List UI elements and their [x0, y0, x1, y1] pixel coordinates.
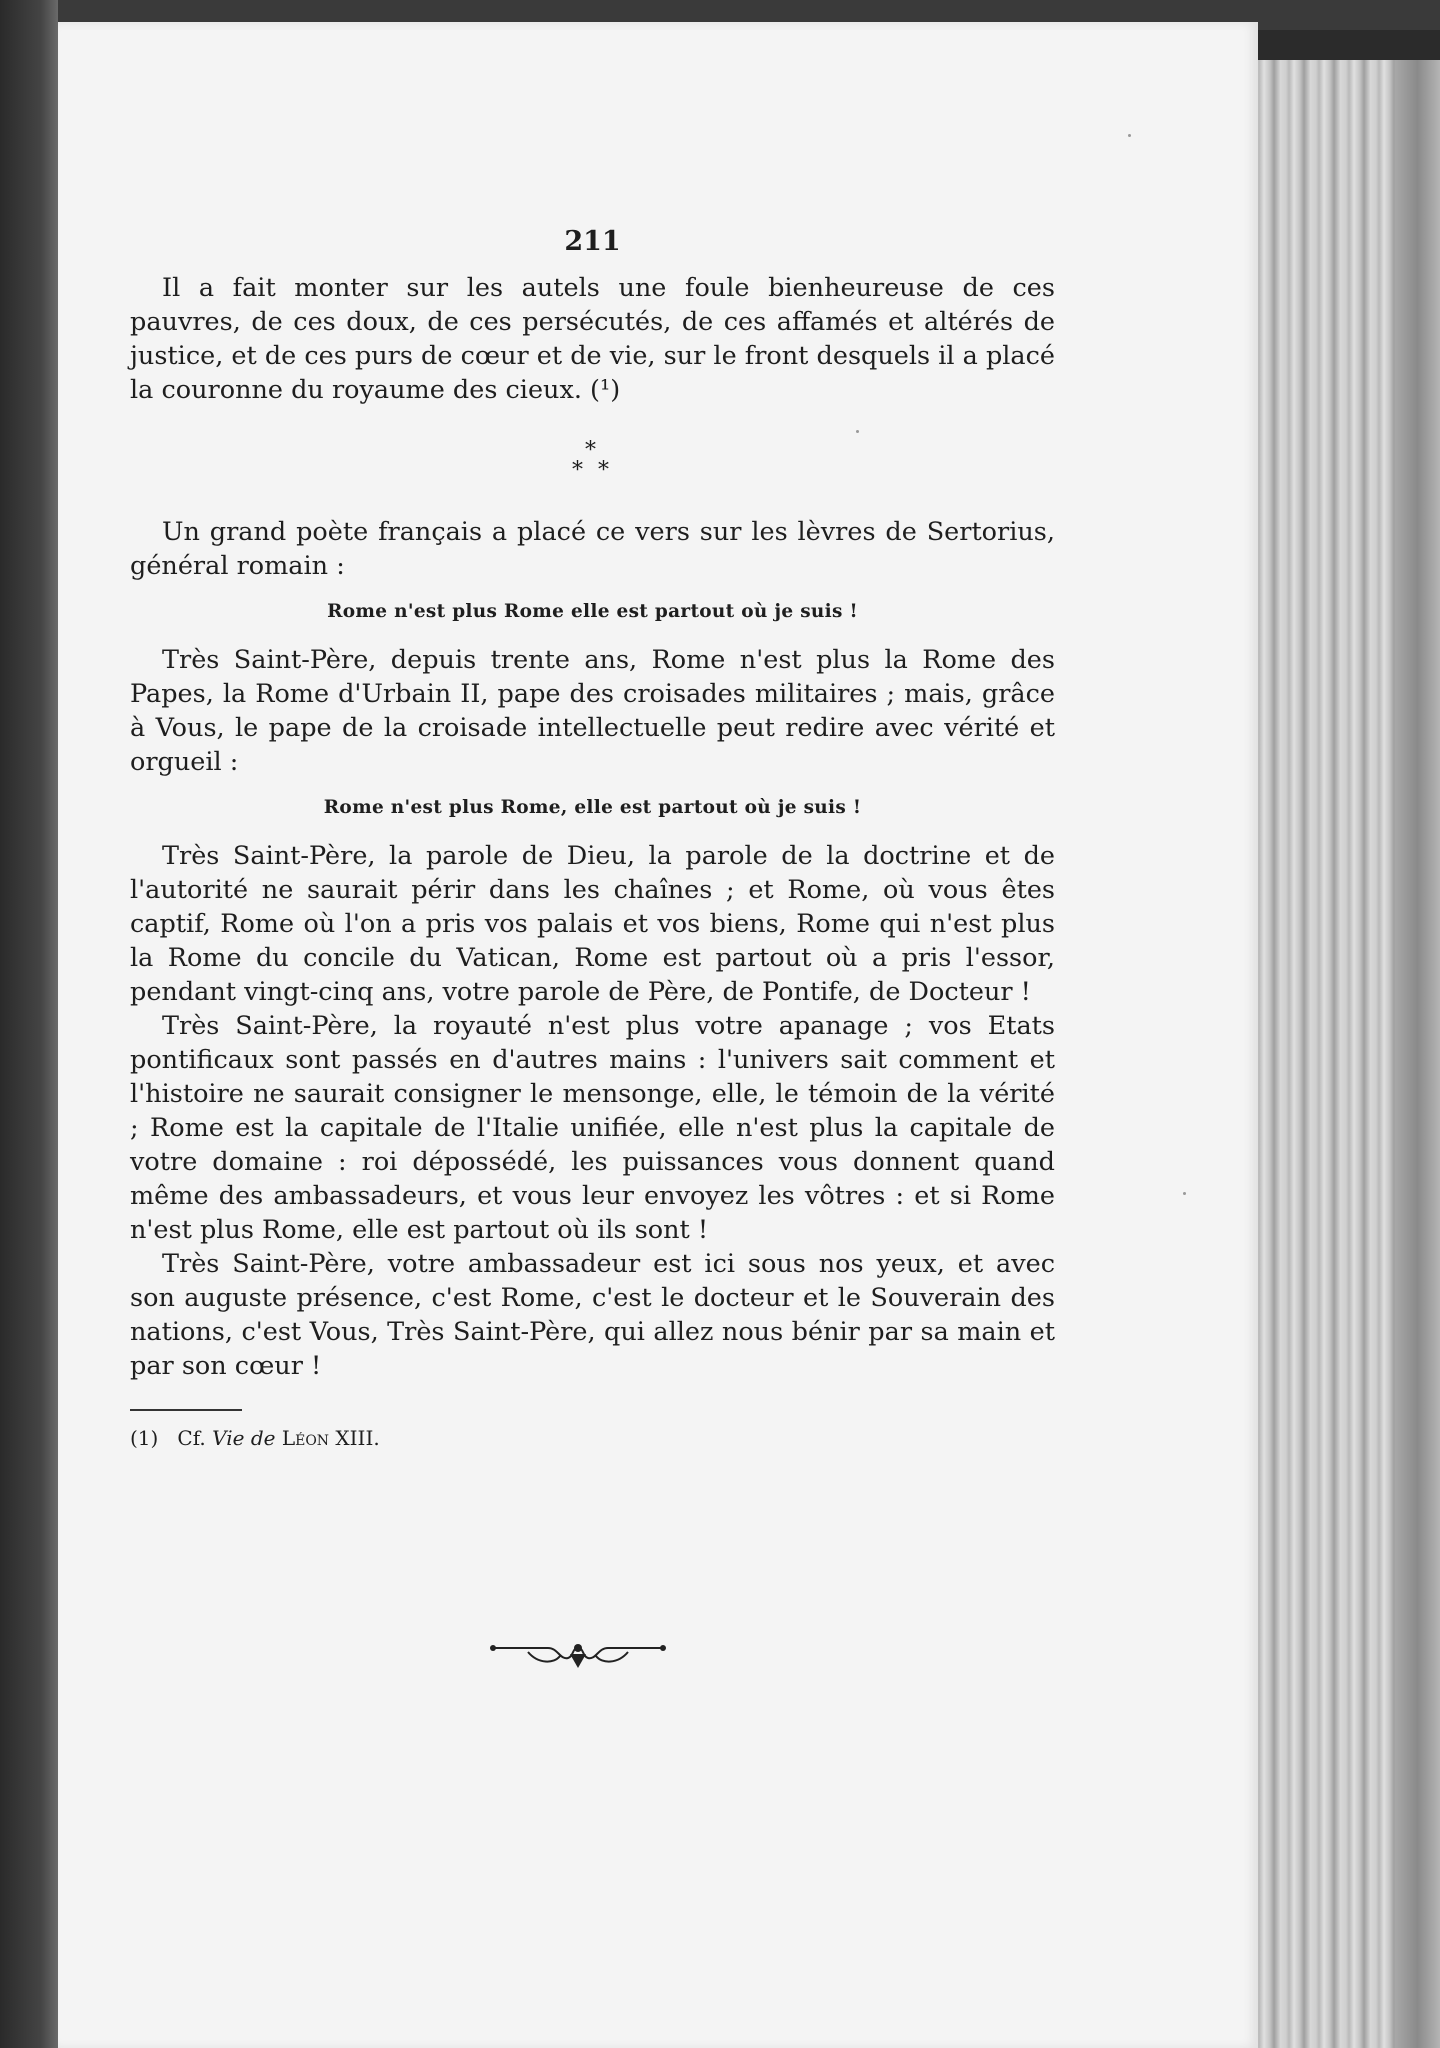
paragraph-ambassadeur: Très Saint-Père, votre ambassadeur est ici sous nos yeux, et avec son auguste présence, c'est Rome, c'est le docteur et le Souverain des nations, c'est Vous, Très Saint-Père, qui allez nous bénir par sa main et par son cœur ! [130, 1249, 1055, 1381]
footnote-rule [130, 1409, 242, 1411]
paragraph-urbain: Très Saint-Père, depuis trente ans, Rome n'est plus la Rome des Papes, la Rome d'Urbain II, pape des croisades militaires ; mais, grâce à Vous, le pape de la croisade intellectuelle peut redire avec vérité et orgueil : [130, 645, 1055, 777]
asterism-bottom-stars: * * [572, 458, 613, 483]
quote-rome-1: Rome n'est plus Rome elle est partout où je suis ! [327, 601, 858, 622]
scan-background-left [0, 0, 58, 2048]
paragraph-sertorius: Un grand poète français a placé ce vers sur les lèvres de Sertorius, général romain : [130, 517, 1055, 581]
footnote [130, 1425, 1055, 1451]
footnote-name: Léon XIII. [281, 1426, 380, 1450]
footnote-marker: (1) [130, 1426, 159, 1450]
fleuron-ornament-icon [488, 1634, 668, 1674]
asterism-top-star: * [585, 438, 600, 463]
book-page-edges-dark [1395, 60, 1440, 2048]
paper-speck [1183, 1192, 1186, 1195]
asterism-separator [130, 438, 1055, 483]
paragraph-royaute: Très Saint-Père, la royauté n'est plus votre apanage ; vos Etats pontificaux sont passés en d'autres mains : l'univers sait comment et l'histoire ne saurait consigner le mensonge, elle, le témoin de la vérité ; Rome est la capitale de l'Italie unifiée, elle n'est plus la capitale de votre domaine : roi dépossédé, les puissances vous donnent quand même des ambassadeurs, et vous leur envoyez les vôtres : et si Rome n'est plus Rome, elle est partout où ils sont ! [130, 1011, 1055, 1245]
footnote-prefix: Cf. [177, 1426, 206, 1450]
page-text [130, 225, 1055, 1451]
paper-speck [1128, 134, 1131, 137]
paragraph-parole-de-dieu: Très Saint-Père, la parole de Dieu, la parole de la doctrine et de l'autorité ne saurait périr dans les chaînes ; et Rome, où vous êtes captif, Rome où l'on a pris vos palais et vos biens, Rome qui n'est plus la Rome du concile du Vatican, Rome est partout où a pris l'essor, pendant vingt-cinq ans, votre parole de Père, de Pontife, de Docteur ! [130, 841, 1055, 1007]
footnote-italic: Vie de [212, 1426, 276, 1450]
paragraph-bienheureuse: Il a fait monter sur les autels une foule bienheureuse de ces pauvres, de ces doux, de ces persécutés, de ces affamés et altérés de justice, et de ces purs de cœur et de vie, sur le front desquels il a placé la couronne du royaume des cieux. (¹) [130, 273, 1055, 405]
page-number: 211 [564, 226, 621, 257]
quote-rome-2: Rome n'est plus Rome, elle est partout où je suis ! [323, 797, 862, 818]
